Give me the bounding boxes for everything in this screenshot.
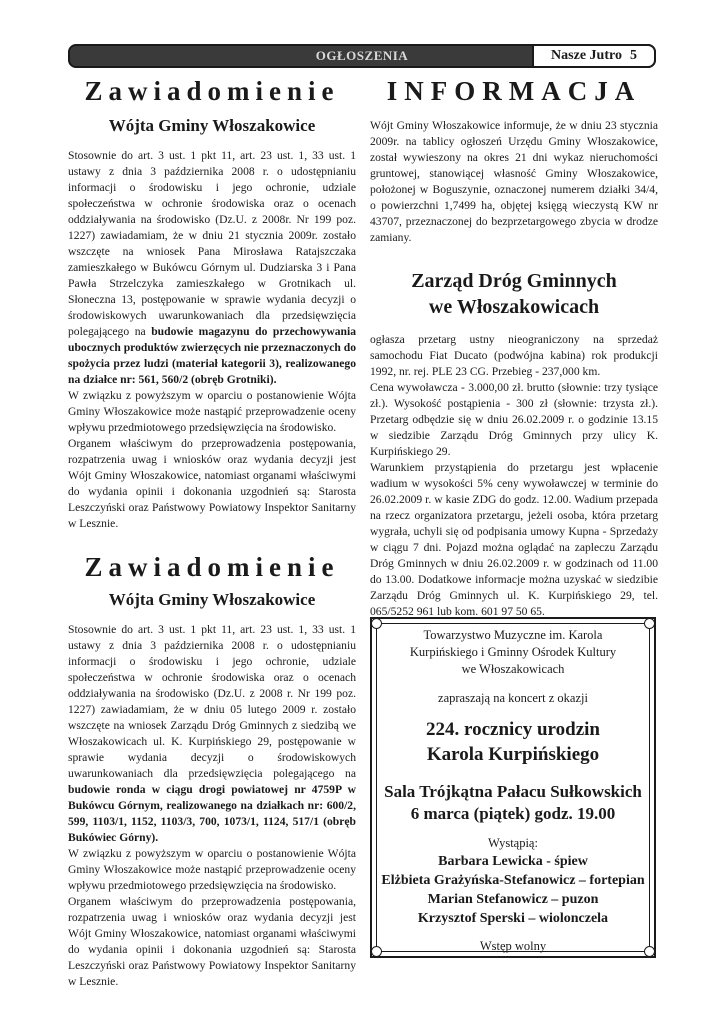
zdg-notice [370,268,658,620]
headline-line-2: Karola Kurpińskiego [426,744,600,765]
invite-line: zapraszają na koncert z okazji [438,691,588,705]
notice-2-p1-text: Stosownie do art. 3 ust. 1 pkt 11, art. 23 ust. 1, 33 ust. 1 ustawy z dnia 3 października 2008 r. o udostępnianiu informacji o środowisku i jego ochronie, udziale społeczeństwa w ochronie środowiska oraz o ocenach oddziaływania na środowisko (Dz.U. z 2008 r. Nr 199 poz. 1227) zawiadamiam, że w dniu 05 lutego 2009 r. zostało wszczęte na wniosek Zarządu Dróg Gminnych z siedzibą we Włoszakowicach ul. K. Kurpińskiego 29, postępowanie w sprawie wydania decyzji o środowiskowych uwarunkowaniach dla przedsięwzięcia polegającego na [68,623,356,780]
notice-2-paragraph-1 [68,622,356,846]
section-label: OGŁOSZENIA [315,48,409,63]
performer-4: Krzysztof Sperski – wiolonczela [417,911,609,926]
info-notice [370,74,658,246]
entry-info: Wstęp wolny [479,939,547,953]
zdg-paragraph-1: ogłasza przetarg ustny nieograniczony na sprzedaż samochodu Fiat Ducato (podwójna kabina) rok produkcji 1992, nr. rej. PLE 23 CG. Przebieg - 237,000 km. [370,333,658,378]
left-column [68,72,356,990]
notice-2-paragraph-2: W związku z powyższym w oparciu o postanowienie Wójta Gminy Włoszakowice może nastąpić przeprowadzenie oceny wpływu przedmiotowego przedsięwzięcia na środowisko. [68,847,356,892]
right-column [370,72,658,620]
notice-2-subtitle: Wójta Gminy Włoszakowice [108,590,316,609]
info-paragraph: Wójt Gminy Włoszakowice informuje, że w dniu 23 stycznia 2009r. na tablicy ogłoszeń Urzędu Gminy Włoszakowice, został wywieszony na okres 21 dni wykaz nieruchomości gruntowej, stanowiącej własność Gminy Włoszakowice, położonej w Boguszynie, oznaczonej numerem działki 34/4, o powierzchni 1,7499 ha, objętej księgą wieczystą KW nr 43707, przeznaczonej do bezprzetargowego zbycia w drodze zamiany. [370,119,658,244]
zdg-title-line-2: we Włoszakowicach [428,296,600,318]
organizer-line-2: Kurpińskiego i Gminny Ośrodek Kultury [409,645,617,659]
page-header [68,44,656,68]
publication-name: Nasze Jutro [551,48,622,63]
notice-1 [68,74,356,532]
notice-2-title: Zawiadomienie [84,552,340,582]
organizer-line-3: we Włoszakowicach [461,662,565,676]
info-title: INFORMACJA [386,76,642,106]
zdg-title-line-1: Zarząd Dróg Gminnych [411,270,617,292]
concert-announcement-box [370,617,656,958]
publication-tab [532,44,656,68]
notice-1-title: Zawiadomienie [84,76,340,106]
concert-content [372,627,654,955]
notice-2-paragraph-3: Organem właściwym do przeprowadzenia postępowania, rozpatrzenia uwag i wniosków oraz wydania decyzji jest Wójt Gminy Włoszakowice, natomiast organami właściwymi do wydania opinii i dokonania uzgodnień są: Starosta Leszczyński oraz Państwowy Powiatowy Inspektor Sanitarny w Lesznie. [68,895,356,988]
zdg-paragraph-3: Warunkiem przystąpienia do przetargu jest wpłacenie wadium w wysokości 5% ceny wywoławczej w terminie do 26.02.2009 r. w kasie ZDG do godz. 12.00. Wadium przepada na rzecz organizatora przetargu, jeżeli osoba, która przetarg wygrała, uchyli się od podpisania umowy Kupna - Sprzedaży w ciągu 7 dni. Pojazd można oglądać na zapleczu Zarządu Dróg Gminnych w dniu 26.02.2009 r. w godzinach od 11.00 do 13.00. Dodatkowe informacje można uzyskać w siedzibie Zarządu Dróg Gminnych ul. K. Kurpińskiego 29, tel. 065/5252 961 lub kom. 601 97 50 65. [370,461,658,618]
notice-1-paragraph-3: Organem właściwym do przeprowadzenia postępowania, rozpatrzenia uwag i wniosków oraz wydania decyzji jest Wójt Gminy Włoszakowice, natomiast organami właściwymi do wydania opinii i dokonania uzgodnień są: Starosta Leszczyński oraz Państwowy Powiatowy Inspektor Sanitarny w Lesznie. [68,437,356,530]
zdg-paragraph-2: Cena wywoławcza - 3.000,00 zł. brutto (słownie: trzy tysiące zł.). Wysokość postąpienia - 300 zł (słownie: trzysta zł.). Przetarg odbędzie się w dniu 26.02.2009 r. o godzinie 13.15 w siedzibie Zarządu Dróg Gminnych przy ulicy K. Kurpińskiego 29. [370,381,658,458]
headline-line-1: 224. rocznicy urodzin [426,719,600,740]
notice-2-p1-bold: budowie ronda w ciągu drogi powiatowej nr 4759P w Bukówcu Górnym, realizowanego na działkach nr: 600/2, 599, 1103/1, 1152, 1103/3, 700, 1073/1, 1124, 517/1 (obręb Bukówiec Górny). [68,783,356,844]
performer-1: Barbara Lewicka - śpiew [438,854,588,869]
organizer-line-1: Towarzystwo Muzyczne im. Karola [423,628,603,642]
page-number: 5 [629,48,637,63]
notice-2 [68,550,356,990]
notice-1-subtitle: Wójta Gminy Włoszakowice [108,116,316,135]
notice-1-p1-text: Stosownie do art. 3 ust. 1 pkt 11, art. 23 ust. 1, 33 ust. 1 ustawy z dnia 3 października 2008 r. o udostępnianiu informacji o środowisku i jego ochronie, udziale społeczeństwa w ochronie środowiska oraz o ocenach oddziaływania na środowisko (Dz.U. z 2008r. Nr 199 poz. 1227) zawiadamiam, że w dniu 21 stycznia 2009r. zostało wszczęte na wniosek Pana Mirosława Ratajszczaka zamieszkałego w Bukówcu Górnym ul. Dudziarska 3 i Pana Pawła Strzelczyka zamieszkałego w Grotnikach ul. Słoneczna 13, postępowanie w sprawie wydania decyzji o środowiskowych uwarunkowaniach dla przedsięwzięcia polegającego na [68,149,356,338]
performers-label: Wystąpią: [488,836,538,850]
performer-3: Marian Stefanowicz – puzon [427,892,599,907]
date-line: 6 marca (piątek) godz. 19.00 [410,804,616,823]
notice-1-p1-bold: budowie magazynu do przechowywania ubocznych produktów zwierzęcych nie przeznaczonych do spożycia przez ludzi (materiał kategorii 3), realizowanego na działce nr: 561, 560/2 (obręb Grotniki). [68,325,357,386]
performer-2: Elżbieta Grażyńska-Stefanowicz – fortepian [381,873,645,888]
notice-1-paragraph-1 [68,148,356,388]
venue-line: Sala Trójkątna Pałacu Sułkowskich [384,782,642,801]
notice-1-paragraph-2: W związku z powyższym w oparciu o postanowienie Wójta Gminy Włoszakowice może nastąpić przeprowadzenie oceny wpływu przedmiotowego przedsięwzięcia na środowisko. [68,389,356,434]
